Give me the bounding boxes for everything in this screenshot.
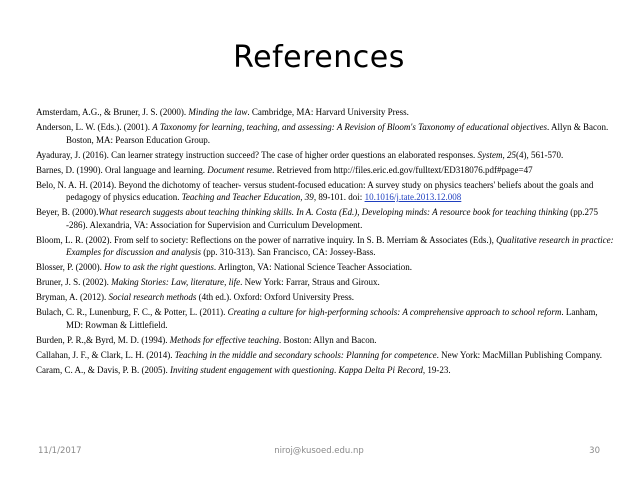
footer-date: 11/1/2017 [38,446,82,456]
reference-text: Callahan, J. F., & Clark, L. H. (2014). [36,349,175,360]
reference-italic-text: Methods for effective teaching [169,334,279,345]
reference-entry [36,306,616,331]
reference-entry [36,234,616,259]
reference-text: Amsterdam, A.G., & Bruner, J. S. (2000). [36,107,189,117]
footer-email: niroj@kusoed.edu.np [274,446,364,456]
reference-text: , 19-23. [422,364,451,375]
reference-entry [36,334,616,347]
reference-text: . New York: MacMillan Publishing Company. [436,349,603,360]
reference-italic-text: System, 25 [477,149,517,160]
reference-text: . Arlington, VA: National Science Teacher Association. [213,262,412,273]
doi-link[interactable]: 10.1016/j.tate.2013.12.008 [364,192,462,203]
reference-entry [36,121,616,146]
reference-text: Blosser, P. (2000). [36,262,105,273]
reference-text: . Cambridge, MA: Harvard University Press. [247,107,409,117]
reference-text: . New York: Farrar, Straus and Giroux. [240,277,380,288]
reference-entry [36,276,616,289]
reference-italic-text: Making Stories: Law, literature, life [111,277,241,288]
reference-entry [36,206,616,231]
reference-italic-text: Inviting student engagement with questioning [170,364,334,375]
reference-entry [36,349,616,362]
reference-list [36,106,616,379]
reference-text: . Allyn & Bacon. Boston, MA: Pearson Education Group. [66,121,609,145]
reference-text: Belo, N. A. H. (2014). Beyond the dichotomy of teacher- versus student-focused education: A survey study on physics teachers' beliefs about the goals and pedagogy of physics education. [36,179,594,203]
reference-text: Bruner, J. S. (2002). [36,277,112,288]
reference-text: Caram, C. A., & Davis, P. B. (2005). [36,364,170,375]
reference-italic-text: Qualitative research in practice: Examples for discussion and analysis [66,234,614,258]
reference-italic-text: Document resume [207,164,273,175]
reference-text: Anderson, L. W. (Eds.). (2001). [36,121,153,132]
reference-entry [36,179,616,204]
reference-text: Barnes, D. (1990). Oral language and learning. [36,164,208,175]
reference-italic-text: Kappa Delta Pi Record [338,364,423,375]
reference-entry [36,364,616,377]
reference-entry [36,261,616,274]
reference-text: . [333,364,339,375]
slide-title: References [233,40,405,75]
reference-italic-text: Teaching in the middle and secondary schools: Planning for competence [174,349,437,360]
reference-text: Bulach, C. R., Lunenburg, F. C., & Potter, L. (2011). [36,307,228,318]
reference-entry [36,106,616,119]
reference-italic-text: What research suggests about teaching thinking skills. In A. Costa (Ed.), Developing minds: A resource book for teaching thinking [98,207,568,218]
footer-page-number: 30 [589,446,600,456]
reference-italic-text: A Taxonomy for learning, teaching, and assessing: A Revision of Bloom's Taxonomy of educational objectives [152,121,547,132]
reference-text: (pp.275 -286). Alexandria, VA: Association for Supervision and Curriculum Development. [66,207,598,230]
reference-text: , 89-101. doi: [313,192,365,203]
reference-italic-text: Teaching and Teacher Education, 39 [181,192,314,203]
reference-italic-text: How to ask the right questions [104,262,214,273]
reference-text: Bloom, L. R. (2002). From self to society: Reflections on the power of narrative inquiry. In S. B. Merriam & Associates (Eds.), [36,234,497,245]
reference-text: Bryman, A. (2012). [36,292,109,303]
reference-italic-text: Minding the law [188,107,248,117]
reference-entry [36,164,616,177]
reference-text: Beyer, B. (2000). [36,207,99,218]
reference-text: Ayaduray, J. (2016). Can learner strategy instruction succeed? The case of higher order questions an elaborated responses. [36,149,478,160]
reference-text: (4), 561-570. [516,149,564,160]
reference-text: . Boston: Allyn and Bacon. [278,334,377,345]
reference-text: (pp. 310-313). San Francisco, CA: Jossey-Bass. [201,247,376,258]
reference-text: . Retrieved from http://files.eric.ed.gov/fulltext/ED318076.pdf#page=47 [272,164,533,175]
reference-text: Burden, P. R.,& Byrd, M. D. (1994). [36,334,170,345]
reference-text: (4th ed.). Oxford: Oxford University Press. [196,292,355,303]
reference-italic-text: Creating a culture for high-performing schools: A comprehensive approach to school reform [227,307,562,318]
reference-italic-text: Social research methods [108,292,197,303]
reference-text: . Lanham, MD: Rowman & Littlefield. [66,307,598,330]
reference-entry [36,149,616,162]
reference-entry [36,291,616,304]
